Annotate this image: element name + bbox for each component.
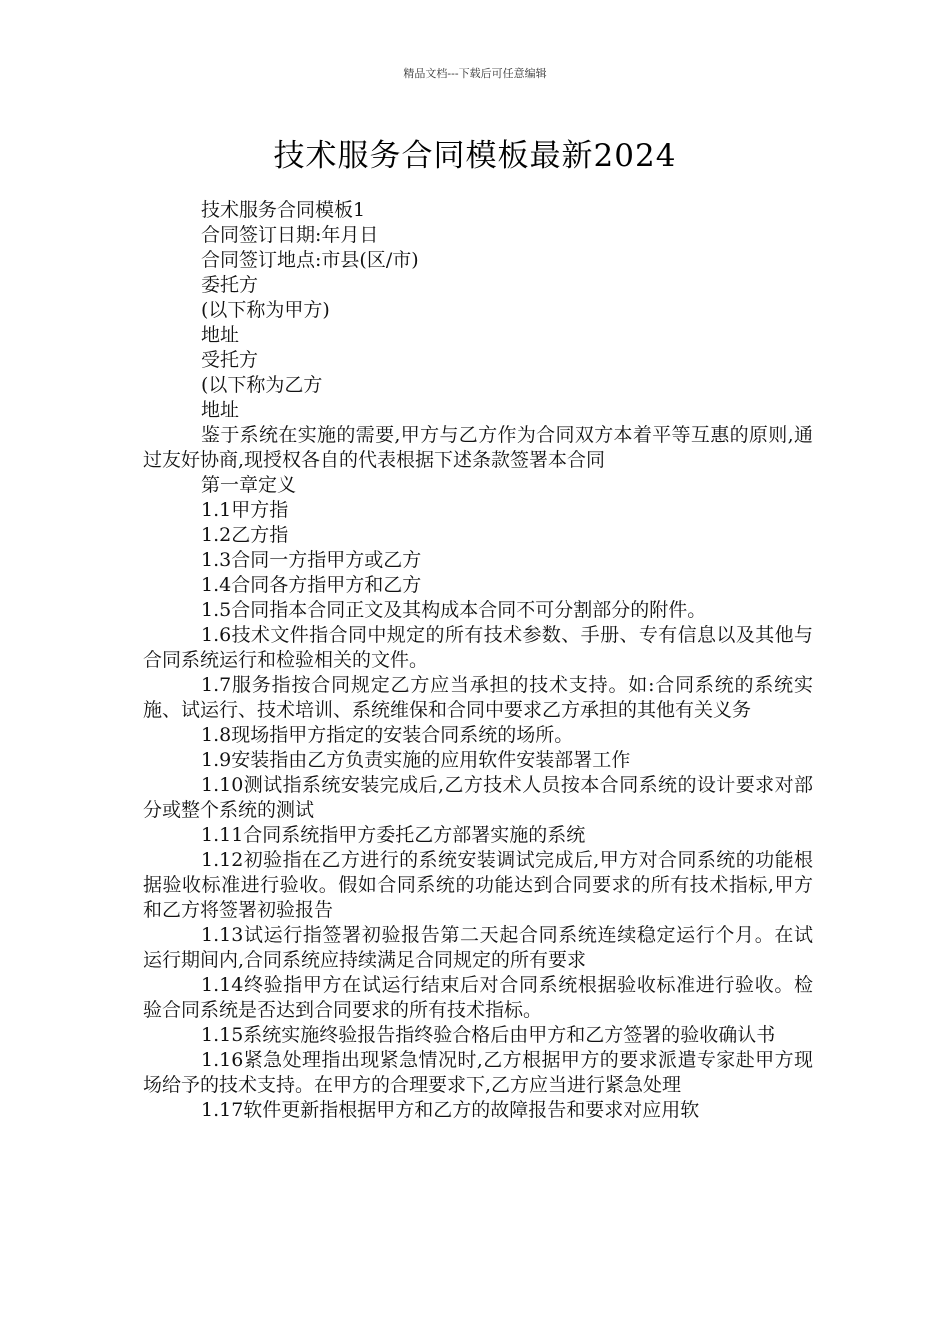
clause: 1.13试运行指签署初验报告第二天起合同系统连续稳定运行个月。在试运行期间内,合同系统应持续满足合同规定的所有要求 <box>143 924 813 971</box>
clause: 1.11合同系统指甲方委托乙方部署实施的系统 <box>201 824 586 846</box>
document-body <box>143 198 813 1123</box>
intro-line: 合同签订地点:市县(区/市) <box>201 249 419 271</box>
clause: 1.5合同指本合同正文及其构成本合同不可分割部分的附件。 <box>201 599 707 621</box>
clause: 1.14终验指甲方在试运行结束后对合同系统根据验收标准进行验收。检验合同系统是否达到合同要求的所有技术指标。 <box>143 974 813 1021</box>
intro-line: (以下称为乙方 <box>201 374 323 396</box>
clause: 1.2乙方指 <box>201 524 289 546</box>
clause: 1.12初验指在乙方进行的系统安装调试完成后,甲方对合同系统的功能根据验收标准进行验收。假如合同系统的功能达到合同要求的所有技术指标,甲方和乙方将签署初验报告 <box>143 849 813 921</box>
clause: 1.16紧急处理指出现紧急情况时,乙方根据甲方的要求派遣专家赴甲方现场给予的技术支持。在甲方的合理要求下,乙方应当进行紧急处理 <box>143 1049 813 1096</box>
clause: 1.7服务指按合同规定乙方应当承担的技术支持。如:合同系统的系统实施、试运行、技术培训、系统维保和合同中要求乙方承担的其他有关义务 <box>143 674 813 721</box>
intro-line: 技术服务合同模板1 <box>201 199 366 221</box>
intro-line: (以下称为甲方) <box>201 299 330 321</box>
page-header: 精品文档---下载后可任意编辑 <box>403 67 547 80</box>
clause: 1.6技术文件指合同中规定的所有技术参数、手册、专有信息以及其他与合同系统运行和检验相关的文件。 <box>143 624 813 671</box>
clause: 1.1甲方指 <box>201 499 289 521</box>
clause: 1.17软件更新指根据甲方和乙方的故障报告和要求对应用软 <box>201 1099 700 1121</box>
clause: 1.4合同各方指甲方和乙方 <box>201 574 422 596</box>
document-title: 技术服务合同模板最新2024 <box>273 138 677 174</box>
chapter-title: 第一章定义 <box>201 474 297 496</box>
intro-line: 受托方 <box>201 349 259 371</box>
intro-line: 合同签订日期:年月日 <box>201 224 379 246</box>
clause: 1.15系统实施终验报告指终验合格后由甲方和乙方签署的验收确认书 <box>201 1024 776 1046</box>
clause: 1.10测试指系统安装完成后,乙方技术人员按本合同系统的设计要求对部分或整个系统的测试 <box>143 774 813 821</box>
clause: 1.3合同一方指甲方或乙方 <box>201 549 422 571</box>
clause: 1.8现场指甲方指定的安装合同系统的场所。 <box>201 724 574 746</box>
intro-line: 地址 <box>201 324 240 346</box>
clause: 1.9安装指由乙方负责实施的应用软件安装部署工作 <box>201 749 631 771</box>
preamble-paragraph: 鉴于系统在实施的需要,甲方与乙方作为合同双方本着平等互惠的原则,通过友好协商,现授权各自的代表根据下述条款签署本合同 <box>143 424 813 471</box>
intro-line: 地址 <box>201 399 240 421</box>
intro-line: 委托方 <box>201 274 259 296</box>
